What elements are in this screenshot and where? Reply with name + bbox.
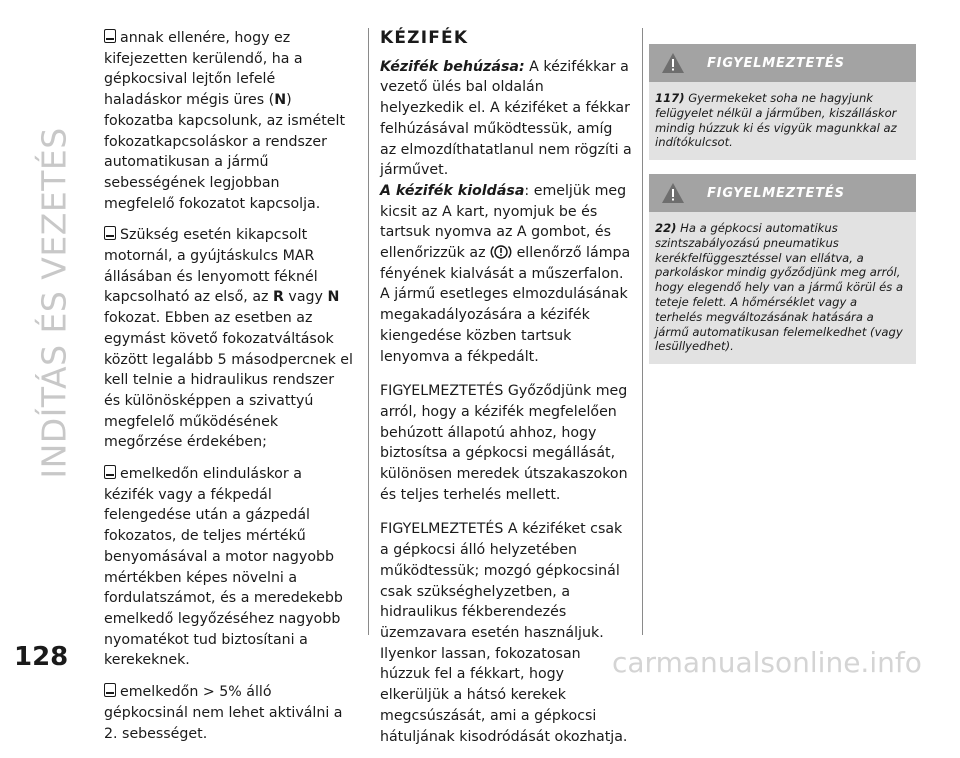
paragraph-hold-pedal: A jármű esetleges elmozdulásának megakadályozására a kézifék kiengedése közben tartsuk lenyomva a fékpedált. [380,286,628,365]
paragraph-warning-usage: FIGYELMEZTETÉS A kéziféket csak a gépkocsi álló helyzetében működtessük; mozgó gépkocsinál csak szükséghelyzetben, a hidraulikus fékberendezés üzemzavara esetén használjuk. Ilyenkor lassan, fokozatosan húzzuk fel a fékkart, hogy elkerüljük a hátsó kerekek megcsúszását, ami a gépkocsi hátuljának kisodródását okozhatja. [380,521,628,745]
section-side-title [24,8,84,598]
warning-text: Ha a gépkocsi automatikus szintszabályozású pneumatikus kerékfelfüggesztéssel van ellátva, a parkoláskor mindig győződjünk meg arról, hogy elegendő hely van a jármű körül és a teteje felett. A hőmérséklet vagy a terhelés megváltozásának hatására a jármű automatikusan felemelkedhet (vagy lesüllyedhet). [655,221,904,354]
paragraph-neutral: annak ellenére, hogy ez kifejezetten kerülendő, ha a gépkocsival lejtőn lefelé haladáskor mégis üres (N) fokozatba kapcsolunk, az ismételt fokozatkapcsoláskor a rendszer automatikusan a jármű sebességének legjobban megfelelő fokozatot kapcsolja. [104,30,346,212]
warning-box-suspension [649,174,916,364]
warning-ref: 22) [655,221,677,235]
paragraph-second-gear: emelkedőn > 5% álló gépkocsinál nem lehet aktiválni a 2. sebességet. [104,684,343,742]
left-column [104,28,354,755]
watermark: carmanualsonline.info [612,646,922,679]
warning-box-header [649,174,916,212]
bullet-square-icon [104,683,116,697]
warning-ref: 117) [655,91,685,105]
warning-box-title: FIGYELMEZTETÉS [707,186,845,201]
paragraph-engage: Kézifék behúzása: A kézifékkar a vezető ülés bal oldalán helyezkedik el. A kéziféket a fékkar felhúzásával működtessük, amíg az elmozdíthatatlanul nem rögzíti a járművet. [380,58,632,179]
column-divider [368,28,369,635]
warning-box-body [649,212,916,364]
paragraph-release: A kézifék kioldása: emeljük meg kicsit az A kart, nyomjuk be és tartsuk nyomva az A gombot, és ellenőrizzük az ellenőrző lámpa fényének kialvását a műszerfalon. [380,182,631,282]
paragraph-gear-selection: Szükség esetén kikapcsolt motornál, a gyújtáskulcs MAR állásában és lenyomott féknél kapcsolható az első, az R vagy N fokozat. Ebben az esetben az egymást követő fokozatváltások között legalább 5 másodpercnek el kell telnie a hidraulikus rendszer és különösképpen a szivattyú megfelelő működésének megőrzése érdekében; [104,227,353,451]
section-heading: KÉZIFÉK [380,28,469,48]
section-side-title-text: INDÍTÁS ÉS VEZETÉS [34,127,74,479]
warning-box-body [649,82,916,160]
warning-triangle-icon [661,52,685,74]
paragraph-warning-secure: FIGYELMEZTETÉS Győződjünk meg arról, hogy a kézifék megfelelően behúzott állapotú ahhoz, hogy biztosítsa a gépkocsi megállását, különösen meredek útszakaszokon és teljes terhelés mellett. [380,383,628,503]
warning-text: Gyermekeket soha ne hagyjunk felügyelet nélkül a járműben, kiszálláskor mindig húzzuk ki és vigyük magunkkal az indítókulcsot. [655,91,897,150]
column-divider [642,28,643,635]
warning-box-children [649,44,916,160]
bullet-square-icon [104,29,116,43]
warning-box-header [649,44,916,82]
paragraph-hill-start: emelkedőn elinduláskor a kézifék vagy a fékpedál felengedése után a gázpedál fokozatos, de teljes mértékű benyomásával a motor nagyobb mértékben képes növelni a fordulatszámot, és a meredekebb emelkedő legyőzéséhez nagyobb nyomatékot tud biztosítani a kerekeknek. [104,466,343,669]
brake-warning-light-icon [490,244,512,260]
warning-box-title: FIGYELMEZTETÉS [707,56,845,71]
bullet-square-icon [104,465,116,479]
warning-triangle-icon [661,182,685,204]
page-number: 128 [14,642,69,672]
bullet-square-icon [104,226,116,240]
middle-column [380,28,632,758]
